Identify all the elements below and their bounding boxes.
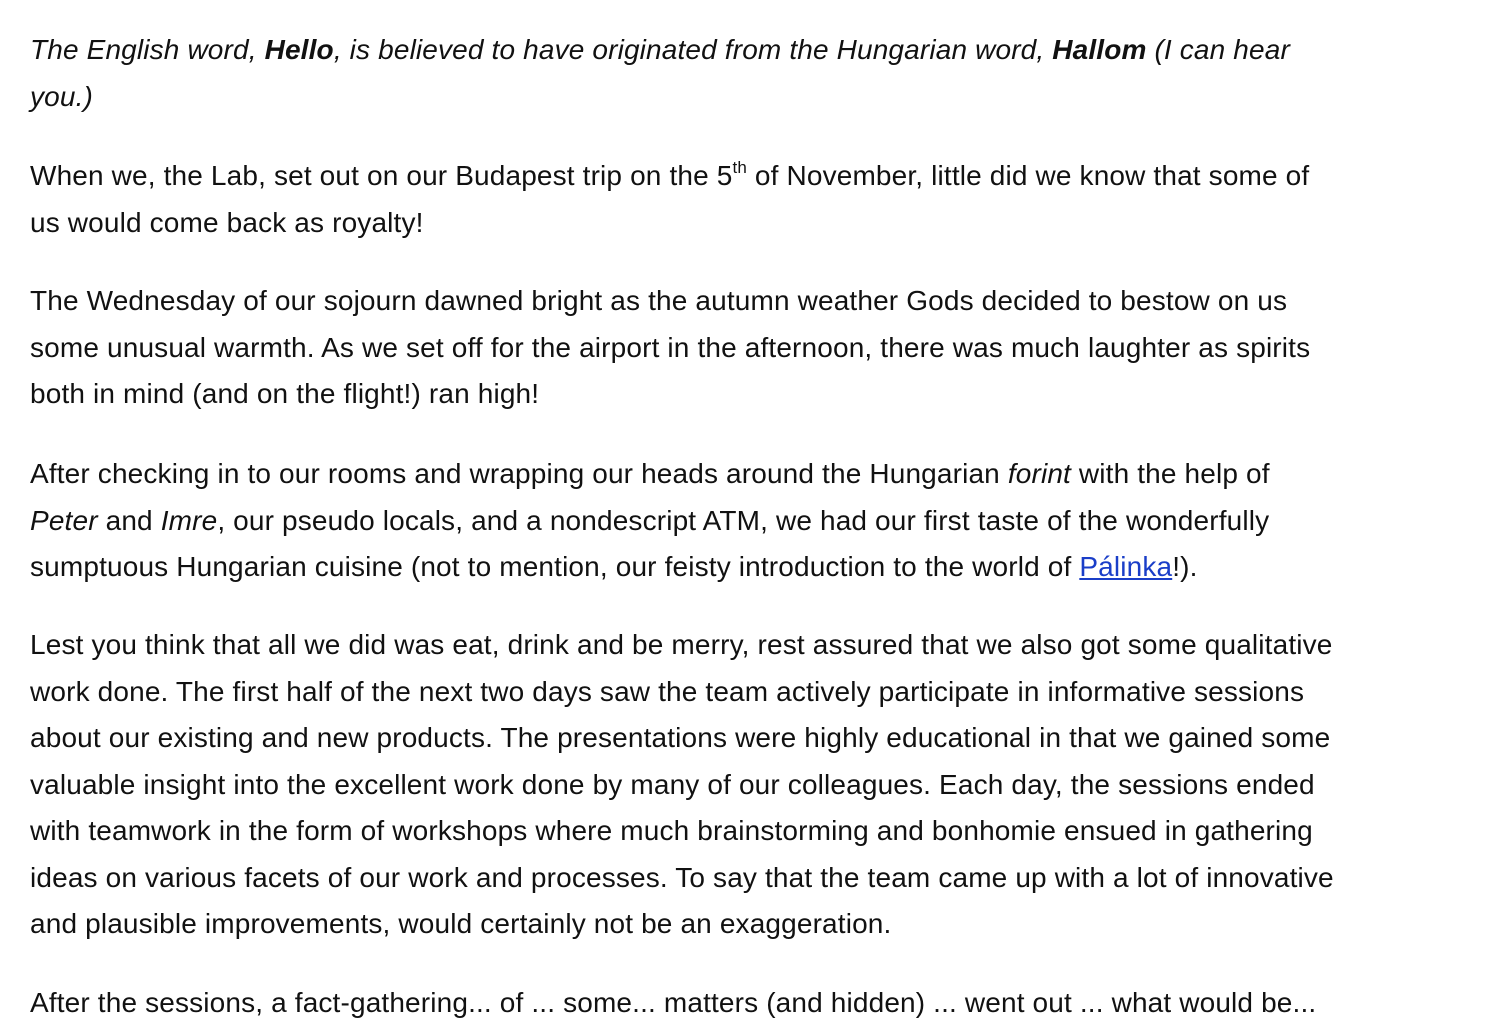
paragraph-work [30,622,1334,948]
paragraph-line: sumptuous Hungarian cuisine (not to mention, our feisty introduction to the world of Pálinka!). [30,551,1198,582]
paragraph-wednesday [30,278,1310,418]
paragraph-line: Lest you think that all we did was eat, drink and be merry, rest assured that we also got some qualitative [30,629,1333,660]
paragraph-line: work done. The first half of the next two days saw the team actively participate in informative sessions [30,675,1305,707]
paragraph-line: When we, the Lab, set out on our Budapest trip on the 5th of November, little did we know that some of [30,158,1310,191]
paragraph-checkin [30,451,1270,591]
paragraph-line: you.) [30,80,93,112]
paragraph-line: The English word, Hello, is believed to have originated from the Hungarian word, Hallom (I can hear [30,34,1290,65]
paragraph-line: After the sessions, a fact-gathering... of ... some... matters (and hidden) ... went out ... what would be... [30,987,1317,1018]
paragraph-line: both in mind (and on the flight!) ran high! [30,378,540,409]
word-forint: forint [1007,458,1071,489]
paragraph-line: The Wednesday of our sojourn dawned bright as the autumn weather Gods decided to bestow on us [30,285,1288,316]
paragraph-line: valuable insight into the excellent work done by many of our colleagues. Each day, the sessions ended [30,768,1315,800]
paragraph-line: and plausible improvements, would certainly not be an exaggeration. [30,908,892,939]
word-hallom: Hallom [1052,34,1147,65]
word-hello: Hello [264,34,334,65]
paragraph-line: us would come back as royalty! [30,206,424,238]
paragraph-line: some unusual warmth. As we set off for the airport in the afternoon, there was much laughter as spirits [30,331,1311,363]
name-peter: Peter [30,504,98,536]
paragraph-trip [30,153,1309,246]
palinka-link[interactable]: Pálinka [1079,551,1173,582]
paragraph-line: ideas on various facets of our work and processes. To say that the team came up with a lot of innovative [30,861,1334,893]
paragraph-line: about our existing and new products. The presentations were highly educational in that we gained some [30,722,1331,753]
paragraph-line: with teamwork in the form of workshops where much brainstorming and bonhomie ensued in gathering [30,815,1313,846]
paragraph-line: Peter and Imre, our pseudo locals, and a nondescript ATM, we had our first taste of the wonderfully [30,504,1270,536]
paragraph-intro [30,27,1290,120]
ordinal-suffix: th [732,158,747,177]
paragraph-line: After checking in to our rooms and wrapping our heads around the Hungarian forint with the help of [30,458,1270,489]
name-imre: Imre [160,504,218,536]
paragraph-cutoff [30,980,1316,1027]
